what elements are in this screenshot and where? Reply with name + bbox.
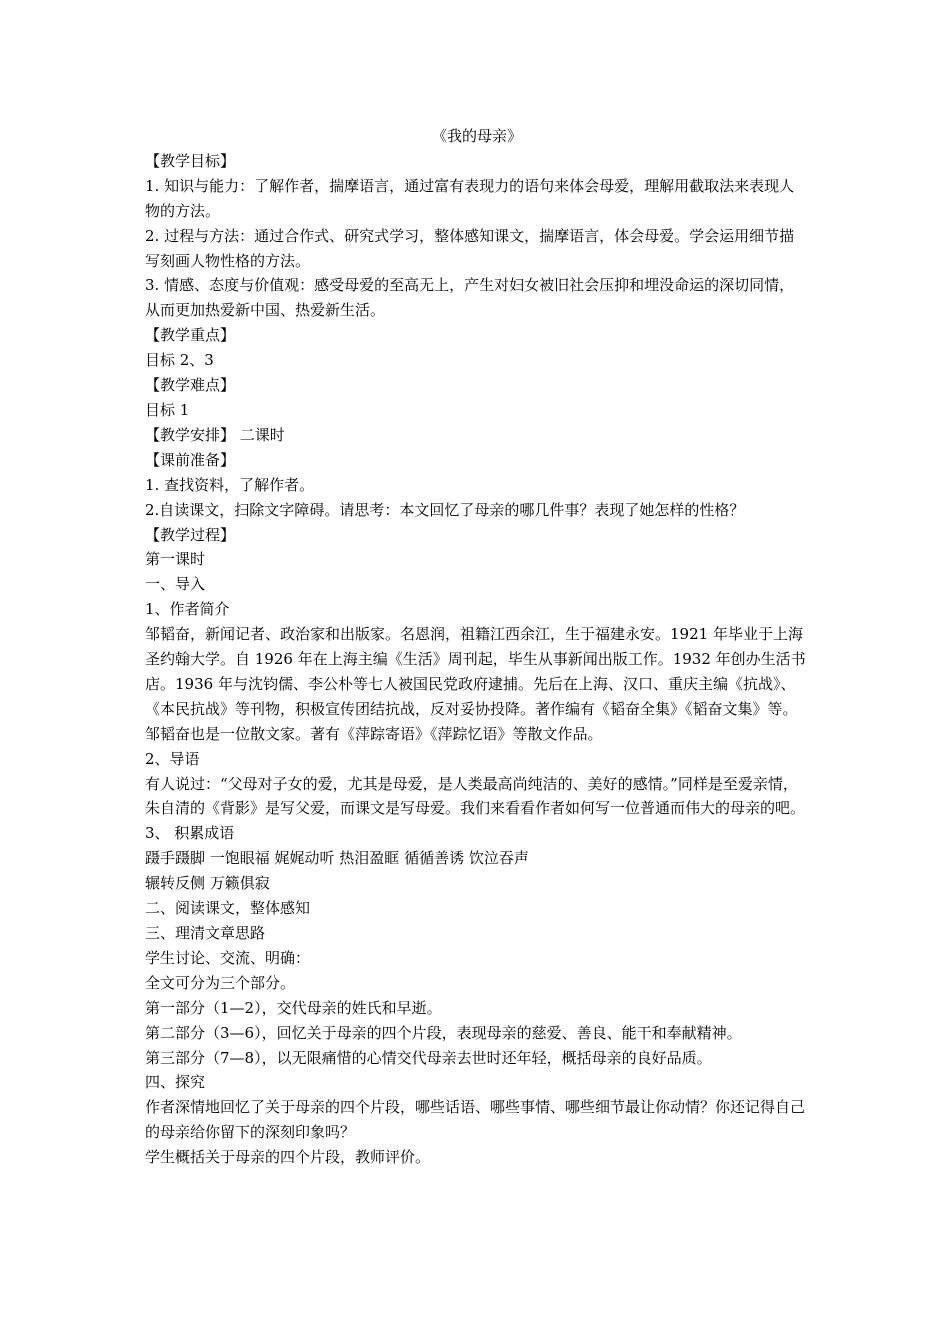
paragraph: 1. 查找资料，了解作者。 — [145, 475, 315, 494]
subsection-heading: 3、 积累成语 — [145, 824, 235, 843]
paragraph: 有人说过：“父母对子女的爱，尤其是母爱，是人类最高尚纯洁的、美好的感情。”同样是至爱亲情，朱自清的《背影》是写父爱，而课文是写母爱。我们来看看作者如何写一位普通而伟大的母亲的吧。 — [145, 774, 806, 818]
paragraph: 第一课时 — [145, 550, 206, 569]
paragraph: 邹韬奋也是一位散文家。著有《萍踪寄语》《萍踪忆语》等散文作品。 — [145, 724, 603, 743]
paragraph: 2.自读课文，扫除文字障碍。请思考：本文回忆了母亲的哪几件事？表现了她怎样的性格？ — [145, 500, 745, 519]
paragraph: 学生讨论、交流、明确： — [145, 948, 311, 967]
paragraph: 第二部分（3—6），回忆关于母亲的四个片段，表现母亲的慈爱、善良、能干和奉献精神。 — [145, 1023, 742, 1042]
paragraph: 第三部分（7—8），以无限痛惜的心情交代母亲去世时还年轻，概括母亲的良好品质。 — [145, 1048, 712, 1067]
heading-preparation: 【课前准备】 — [145, 450, 236, 469]
document-title: 《我的母亲》 — [431, 127, 522, 145]
paragraph: 目标 2、3 — [145, 351, 214, 370]
paragraph: 目标 1 — [145, 400, 190, 419]
paragraph: 第一部分（1—2），交代母亲的姓氏和早逝。 — [145, 998, 442, 1017]
document-body — [145, 149, 809, 1170]
section-heading: 二、阅读课文，整体感知 — [145, 899, 311, 918]
paragraph: 学生概括关于母亲的四个片段，教师评价。 — [145, 1148, 431, 1167]
paragraph: 邹韬奋，新闻记者、政治家和出版家。名恩润，祖籍江西余江，生于福建永安。1921 年毕业于上海圣约翰大学。自 1926 年在上海主编《生活》周刊起，毕生从事新闻出版工作。1932 年创办生活书店。1936 年与沈钧儒、李公朴等七人被国民党政府逮捕。先后在上海、汉口、重庆主编《抗战》、《本民抗战》等刊物，积极宣传团结抗战，反对妥协投降。著作编有《韬奋全集》《韬奋文集》等。 — [145, 625, 806, 718]
section-heading: 三、理清文章思路 — [145, 924, 266, 942]
heading-teaching-process: 【教学过程】 — [145, 525, 236, 544]
idiom-list: 蹑手蹑脚 一饱眼福 娓娓动听 热泪盈眶 循循善诱 饮泣吞声 — [145, 849, 529, 868]
subsection-heading: 1、作者简介 — [145, 600, 230, 619]
heading-teaching-difficulty: 【教学难点】 — [145, 376, 236, 395]
heading-teaching-schedule: 【教学安排】 二课时 — [145, 425, 285, 444]
paragraph: 3. 情感、态度与价值观：感受母爱的至高无上，产生对妇女被旧社会压抑和埋没命运的深切同情，从而更加热爱新中国、热爱新生活。 — [145, 276, 795, 320]
paragraph: 1. 知识与能力：了解作者，揣摩语言，通过富有表现力的语句来体会母爱，理解用截取法来表现人物的方法。 — [145, 176, 795, 220]
idiom-list: 辗转反侧 万籁俱寂 — [145, 874, 270, 893]
section-heading: 一、导入 — [145, 575, 206, 594]
paragraph: 2. 过程与方法：通过合作式、研究式学习，整体感知课文，揣摩语言，体会母爱。学会运用细节描写刻画人物性格的方法。 — [145, 226, 795, 270]
heading-teaching-focus: 【教学重点】 — [145, 326, 236, 345]
section-heading: 四、探究 — [145, 1073, 206, 1092]
paragraph: 作者深情地回忆了关于母亲的四个片段，哪些话语、哪些事情、哪些细节最让你动情？你还记得自己的母亲给你留下的深刻印象吗？ — [145, 1098, 806, 1142]
heading-teaching-goals: 【教学目标】 — [145, 151, 236, 170]
subsection-heading: 2、导语 — [145, 749, 200, 768]
paragraph: 全文可分为三个部分。 — [145, 973, 296, 992]
document-page — [145, 124, 809, 1170]
